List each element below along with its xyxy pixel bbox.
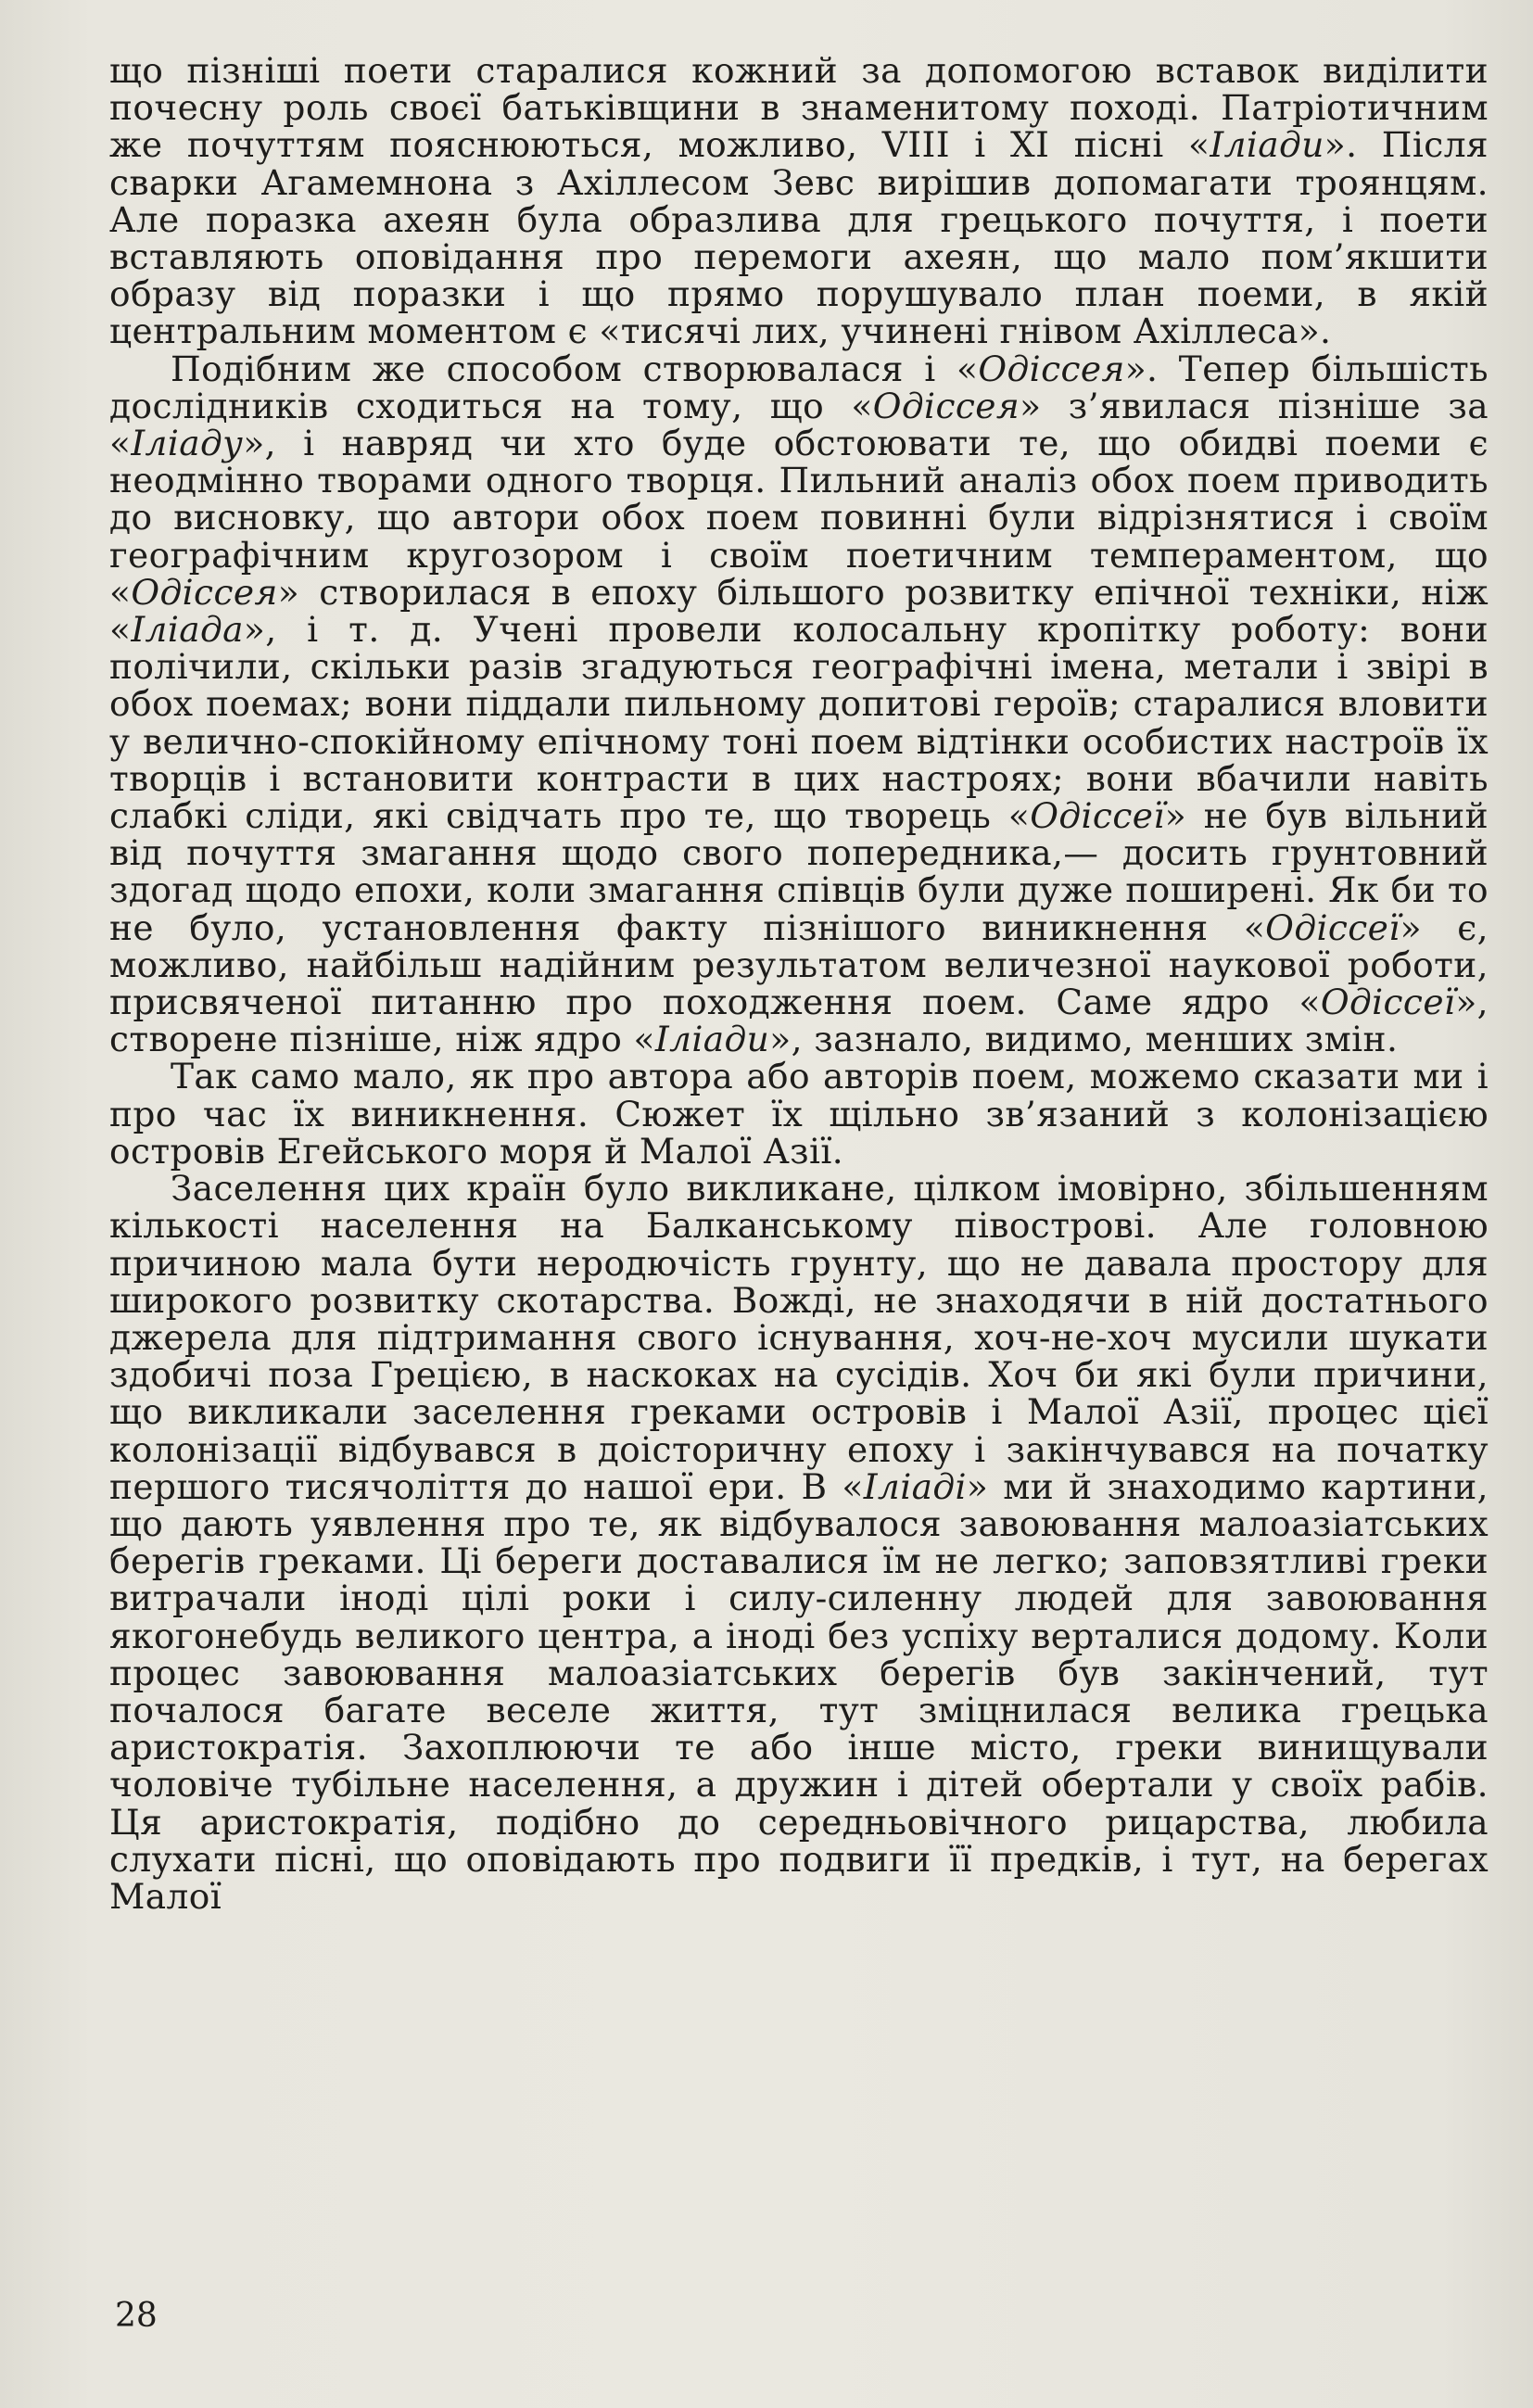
text-run: », і т. д. Учені провели колосальну кропітку роботу: вони полічили, скільки разів згадуються географічні імена, метали і звірі в обох поемах; вони піддали пильному допитові героїв; старалися вловити у велично-спокійному епічному тоні поем відтінки особистих настроїв їх творців і встановити контрасти в цих настроях; вони вбачили навіть слабкі сліди, які свідчать про те, що творець « [109,609,1489,837]
italic-title: Іліаді [863,1465,967,1507]
body-text [109,52,1489,1915]
text-run: Подібним же способом створювалася і « [171,348,979,389]
text-run: » не був вільний від почуття змагання щодо свого попередника,— досить грунтовний здогад щодо епохи, коли змагання співців були дуже поширені. Як би то не було, установлення факту пізнішого виникнення « [109,795,1489,948]
italic-title: Іліада [131,609,244,651]
text-run: » ми й знаходимо картини, що дають уявлення про те, як відбувалося завоювання малоазіатських берегів греками. Ці береги доставалися їм не легко; заповзятливі греки витрачали іноді цілі роки і силу-силенну людей для завоювання якогонебудь великого центра, а іноді без успіху верталися додому. Коли процес завоювання малоазіатських берегів був закінчений, тут почалося багате веселе життя, тут зміцнилася велика грецька аристократія. Захоплюючи те або інше місто, греки винищували чоловіче тубільне населення, а дружин і дітей обертали у своїх рабів. Ця аристократія, подібно до середньовічного рицарства, любила слухати пісні, що оповідають про подвиги її предків, і тут, на берегах Малої [109,1465,1489,1917]
text-run: », і навряд чи хто буде обстоювати те, що обидві поеми є неодмінно творами одного творця. Пильний аналіз обох поем приводить до висновку, що автори обох поем повинні були відрізнятися і своїм географічним кругозором і своїм поетичним темпераментом, що « [109,423,1489,613]
italic-title: Одіссея [872,385,1020,426]
paragraph-3 [109,1058,1489,1170]
text-run: ». Після сварки Агамемнона з Ахіллесом Зевс вирішив допомагати троянцям. Але поразка ахеян була образлива для грецького почуття, і поети вставляють оповідання про перемоги ахеян, що мало пом’якшити образу від поразки і що прямо порушувало план поеми, в якій центральним моментом є «тисячі лих, учинені гнівом Ахіллеса». [109,124,1489,352]
text-run: » створилася в епоху більшого розвитку епічної техніки, ніж « [109,571,1489,651]
text-run: що пізніші поети старалися кожний за допомогою вставок виділити почесну роль своєї батьківщини в знаменитому поході. Патріотичним же почуттям пояснюються, можливо, VIII і XI пісні « [109,50,1489,166]
text-run: », створене пізніше, ніж ядро « [109,982,1489,1060]
italic-title: Іліади [654,1019,770,1060]
italic-title: Одіссеї [1320,982,1456,1023]
text-run: Заселення цих країн було викликане, цілком імовірно, збільшенням кількості населення на Балканському півострові. Але головною причиною мала бути неродючість грунту, що не давала простору для широкого розвитку скотарства. Вожді, не знаходячи в ній достатнього джерела для підтримання свого існування, хоч-не-хоч мусили шукати здобичі поза Грецією, в наскоках на сусідів. Хоч би які були причини, що викликали заселення греками островів і Малої Азії, процес цієї колонізації відбувався в доісторичну епоху і закінчувався на початку першого тисячоліття до нашої ери. В « [109,1168,1489,1507]
italic-title: Іліади [1210,124,1324,166]
paragraph-4 [109,1170,1489,1915]
paragraph-1 [109,52,1489,350]
text-run: » з’явилася пізніше за « [109,385,1489,464]
italic-title: Одіссеї [1030,795,1165,837]
italic-title: Іліаду [131,423,244,464]
text-run: ». Тепер більшість дослідників сходиться на тому, що « [109,348,1489,426]
italic-title: Одіссея [978,348,1125,389]
italic-title: Одіссеї [1265,906,1400,948]
text-run: », зазнало, видимо, менших змін. [769,1019,1399,1060]
text-run: » є, можливо, найбільш надійним результатом величезної наукової роботи, присвяченої питанню про походження поем. Саме ядро « [109,906,1489,1023]
paragraph-2 [109,350,1489,1058]
italic-title: Одіссея [131,571,278,613]
page-number: 28 [115,2297,158,2335]
text-run: Так само мало, як про автора або авторів поем, можемо сказати ми і про час їх виникнення. Сюжет їх щільно зв’язаний з колонізацією островів Егейського моря й Малої Азії. [109,1056,1489,1172]
